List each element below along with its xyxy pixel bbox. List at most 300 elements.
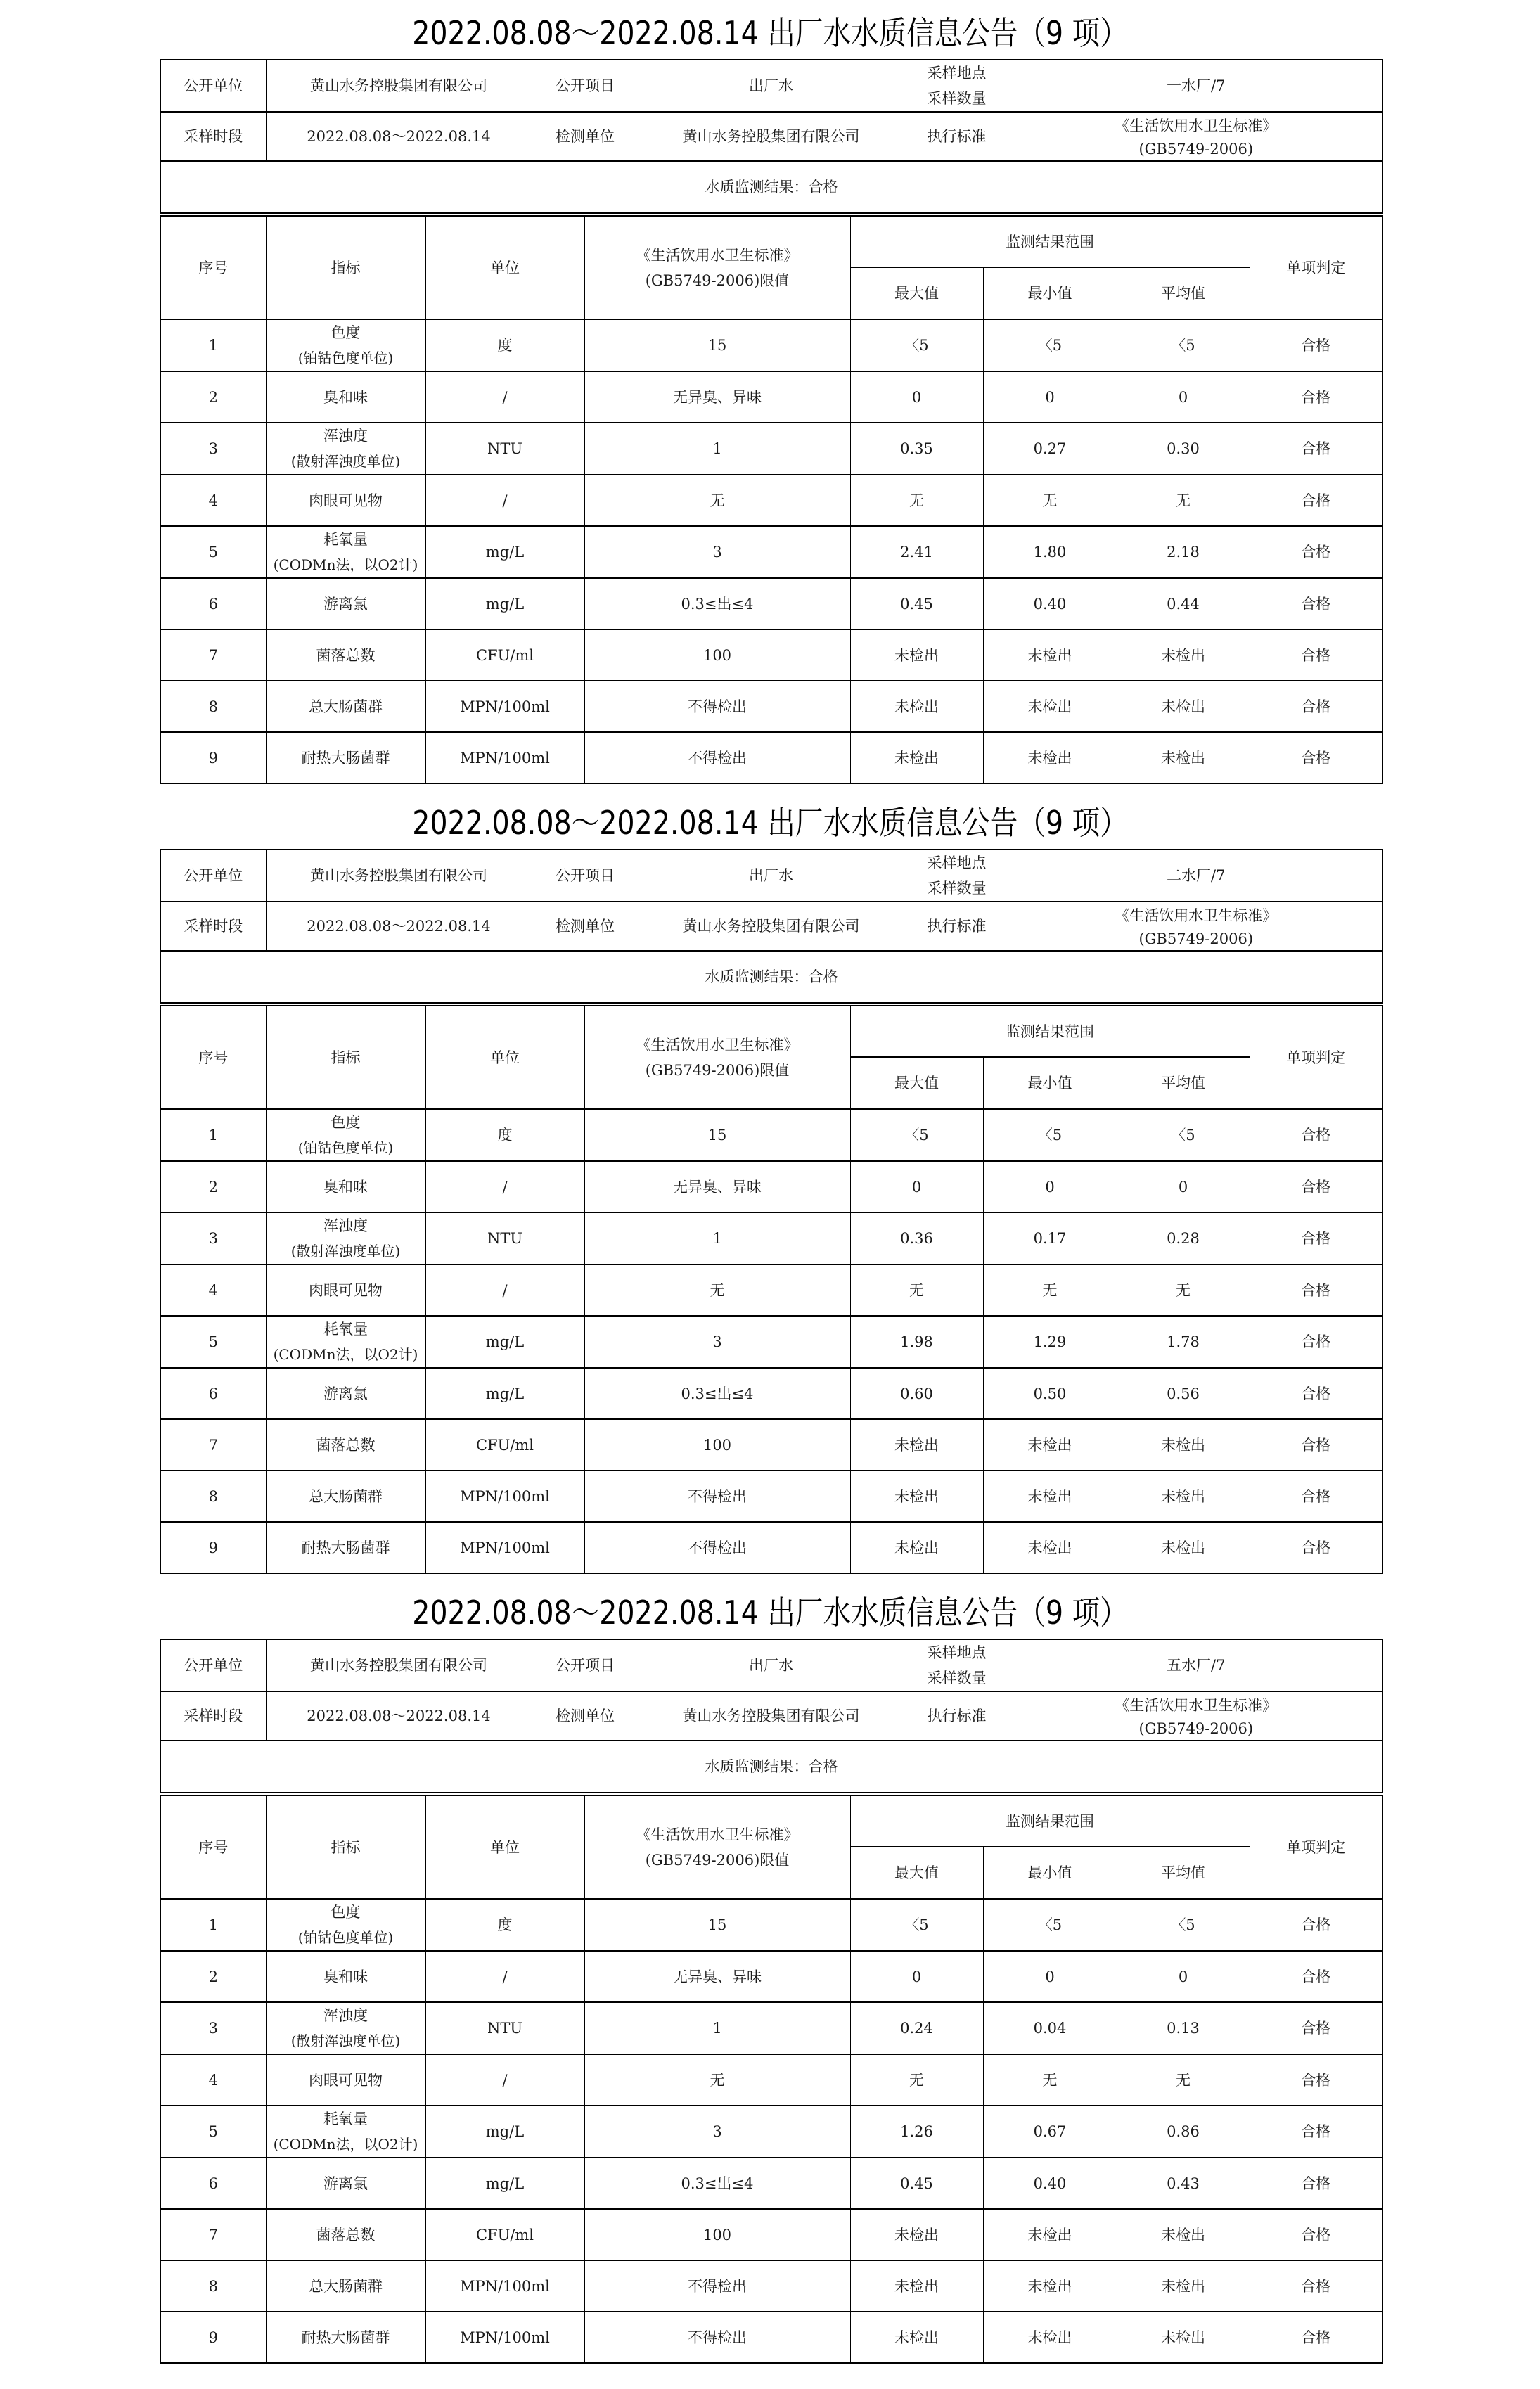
row-min: 未检出 (983, 2260, 1117, 2312)
result-summary: 水质监测结果：合格 (160, 951, 1382, 1003)
info-table (160, 59, 1383, 214)
table-row (160, 1899, 1382, 1951)
row-min: 0.50 (983, 1368, 1117, 1419)
row-unit: CFU/ml (425, 2209, 584, 2260)
row-min: 〈5 (983, 1109, 1117, 1161)
row-avg: 〈5 (1117, 1899, 1250, 1951)
row-indicator (266, 2054, 425, 2106)
row-no: 5 (160, 1316, 266, 1368)
period-value: 2022.08.08～2022.08.14 (266, 112, 532, 161)
row-unit: CFU/ml (425, 629, 584, 681)
header-row (160, 1795, 1382, 1847)
row-no: 6 (160, 1368, 266, 1419)
row-unit: CFU/ml (425, 1419, 584, 1471)
row-verdict: 合格 (1250, 1899, 1382, 1951)
standard-value-line2: (GB5749-2006) (1138, 930, 1254, 947)
table-row (160, 681, 1382, 732)
row-no: 3 (160, 1212, 266, 1264)
row-avg: 未检出 (1117, 2209, 1250, 2260)
row-avg: 〈5 (1117, 1109, 1250, 1161)
row-avg: 0.56 (1117, 1368, 1250, 1419)
header-min: 最小值 (983, 267, 1117, 319)
standard-value-line1: 《生活饮用水卫生标准》 (1115, 117, 1278, 134)
header-limit-line2: (GB5749-2006)限值 (645, 271, 790, 289)
table-row (160, 2106, 1382, 2158)
standard-value (1010, 902, 1382, 951)
row-indicator (266, 2002, 425, 2054)
row-no: 8 (160, 681, 266, 732)
row-avg: 未检出 (1117, 1419, 1250, 1471)
header-limit-line1: 《生活饮用水卫生标准》 (636, 1826, 799, 1843)
table-row (160, 526, 1382, 578)
site-label-line2: 采样数量 (927, 880, 987, 897)
period-label: 采样时段 (160, 112, 266, 161)
site-label (904, 60, 1010, 112)
standard-value-line2: (GB5749-2006) (1138, 141, 1254, 158)
row-limit: 0.3≤出≤4 (584, 578, 850, 629)
item-value: 出厂水 (639, 60, 904, 112)
header-max: 最大值 (850, 267, 983, 319)
indicator-name: 耗氧量 (323, 1321, 368, 1338)
row-unit: MPN/100ml (425, 1471, 584, 1522)
row-limit: 100 (584, 629, 850, 681)
header-limit-line1: 《生活饮用水卫生标准》 (636, 1036, 799, 1053)
indicator-name: 色度 (331, 1114, 361, 1131)
row-verdict: 合格 (1250, 578, 1382, 629)
row-max: 〈5 (850, 319, 983, 371)
row-limit: 不得检出 (584, 1522, 850, 1573)
indicator-name: 臭和味 (323, 388, 368, 406)
site-value: 二水厂/7 (1010, 850, 1382, 902)
table-row (160, 578, 1382, 629)
row-verdict: 合格 (1250, 423, 1382, 475)
row-limit: 无异臭、异味 (584, 371, 850, 423)
row-limit: 0.3≤出≤4 (584, 2158, 850, 2209)
row-max: 未检出 (850, 2260, 983, 2312)
header-unit: 单位 (425, 1795, 584, 1899)
table-row (160, 1212, 1382, 1264)
row-verdict: 合格 (1250, 1522, 1382, 1573)
indicator-name: 耗氧量 (323, 2111, 368, 2127)
row-verdict: 合格 (1250, 1109, 1382, 1161)
row-verdict: 合格 (1250, 681, 1382, 732)
row-indicator (266, 629, 425, 681)
row-avg: 2.18 (1117, 526, 1250, 578)
table-row (160, 629, 1382, 681)
header-avg: 平均值 (1117, 1057, 1250, 1109)
row-indicator (266, 371, 425, 423)
row-avg: 0.86 (1117, 2106, 1250, 2158)
row-indicator (266, 2260, 425, 2312)
row-unit: / (425, 1264, 584, 1316)
header-no: 序号 (160, 216, 266, 319)
row-unit: MPN/100ml (425, 2260, 584, 2312)
standard-value-line1: 《生活饮用水卫生标准》 (1115, 1697, 1278, 1714)
row-max: 2.41 (850, 526, 983, 578)
row-min: 0.67 (983, 2106, 1117, 2158)
row-limit: 无 (584, 475, 850, 526)
row-limit: 无异臭、异味 (584, 1161, 850, 1212)
row-verdict: 合格 (1250, 319, 1382, 371)
row-indicator (266, 1161, 425, 1212)
row-verdict: 合格 (1250, 1368, 1382, 1419)
row-limit: 1 (584, 2002, 850, 2054)
row-min: 未检出 (983, 2312, 1117, 2363)
result-summary-row (160, 1741, 1382, 1793)
standard-value (1010, 112, 1382, 161)
row-no: 6 (160, 2158, 266, 2209)
indicator-note: (铂钴色度单位) (297, 350, 394, 366)
lab-value: 黄山水务控股集团有限公司 (639, 112, 904, 161)
row-verdict: 合格 (1250, 2312, 1382, 2363)
site-label-line1: 采样地点 (927, 854, 987, 871)
row-unit: mg/L (425, 1316, 584, 1368)
lab-label: 检测单位 (532, 902, 639, 951)
row-min: 0.40 (983, 578, 1117, 629)
row-indicator (266, 319, 425, 371)
table-row (160, 1368, 1382, 1419)
info-table (160, 1639, 1383, 1793)
site-value: 五水厂/7 (1010, 1639, 1382, 1691)
row-no: 4 (160, 1264, 266, 1316)
row-indicator (266, 1899, 425, 1951)
row-unit: MPN/100ml (425, 732, 584, 783)
row-indicator (266, 2209, 425, 2260)
row-indicator (266, 1316, 425, 1368)
header-avg: 平均值 (1117, 267, 1250, 319)
indicator-name: 菌落总数 (316, 2226, 376, 2243)
row-unit: MPN/100ml (425, 681, 584, 732)
publisher-value: 黄山水务控股集团有限公司 (266, 850, 532, 902)
row-min: 未检出 (983, 1419, 1117, 1471)
row-limit: 3 (584, 2106, 850, 2158)
row-max: 未检出 (850, 1419, 983, 1471)
row-max: 未检出 (850, 2312, 983, 2363)
info-row-publisher (160, 1639, 1382, 1691)
row-limit: 3 (584, 1316, 850, 1368)
row-unit: NTU (425, 2002, 584, 2054)
standard-value-line2: (GB5749-2006) (1138, 1720, 1254, 1737)
header-limit-line2: (GB5749-2006)限值 (645, 1851, 790, 1869)
row-avg: 1.78 (1117, 1316, 1250, 1368)
header-limit (584, 216, 850, 319)
row-indicator (266, 681, 425, 732)
publisher-value: 黄山水务控股集团有限公司 (266, 60, 532, 112)
indicator-name: 臭和味 (323, 1968, 368, 1985)
row-min: 未检出 (983, 1471, 1117, 1522)
row-verdict: 合格 (1250, 2209, 1382, 2260)
row-max: 〈5 (850, 1109, 983, 1161)
row-limit: 1 (584, 423, 850, 475)
publisher-label: 公开单位 (160, 60, 266, 112)
row-min: 〈5 (983, 319, 1117, 371)
indicator-name: 菌落总数 (316, 646, 376, 664)
row-max: 0.35 (850, 423, 983, 475)
row-limit: 100 (584, 2209, 850, 2260)
row-avg: 0.43 (1117, 2158, 1250, 2209)
table-row (160, 1419, 1382, 1471)
row-min: 无 (983, 1264, 1117, 1316)
row-no: 1 (160, 319, 266, 371)
row-no: 7 (160, 1419, 266, 1471)
header-row (160, 216, 1382, 267)
row-min: 1.80 (983, 526, 1117, 578)
table-row (160, 2260, 1382, 2312)
row-no: 4 (160, 475, 266, 526)
indicator-name: 总大肠菌群 (309, 2277, 383, 2295)
header-verdict: 单项判定 (1250, 1795, 1382, 1899)
header-indicator: 指标 (266, 1795, 425, 1899)
header-limit-line1: 《生活饮用水卫生标准》 (636, 246, 799, 264)
table-row (160, 1471, 1382, 1522)
info-row-period (160, 112, 1382, 161)
row-no: 9 (160, 732, 266, 783)
row-indicator (266, 1419, 425, 1471)
row-indicator (266, 2312, 425, 2363)
row-indicator (266, 1109, 425, 1161)
site-label-line2: 采样数量 (927, 90, 987, 107)
row-verdict: 合格 (1250, 2054, 1382, 2106)
row-avg: 未检出 (1117, 732, 1250, 783)
row-indicator (266, 1522, 425, 1573)
table-row (160, 2209, 1382, 2260)
row-max: 1.98 (850, 1316, 983, 1368)
header-row (160, 1006, 1382, 1057)
row-min: 0 (983, 371, 1117, 423)
row-limit: 15 (584, 319, 850, 371)
site-label (904, 1639, 1010, 1691)
row-max: 未检出 (850, 1522, 983, 1573)
indicator-name: 总大肠菌群 (309, 1487, 383, 1505)
period-value: 2022.08.08～2022.08.14 (266, 1691, 532, 1741)
row-avg: 未检出 (1117, 629, 1250, 681)
indicator-name: 浑浊度 (323, 2007, 368, 2024)
row-max: 未检出 (850, 681, 983, 732)
row-avg: 0 (1117, 371, 1250, 423)
row-indicator (266, 423, 425, 475)
row-min: 1.29 (983, 1316, 1117, 1368)
row-limit: 15 (584, 1109, 850, 1161)
row-no: 4 (160, 2054, 266, 2106)
row-avg: 未检出 (1117, 681, 1250, 732)
row-min: 0.04 (983, 2002, 1117, 2054)
row-min: 未检出 (983, 681, 1117, 732)
row-max: 〈5 (850, 1899, 983, 1951)
lab-value: 黄山水务控股集团有限公司 (639, 902, 904, 951)
row-max: 0 (850, 1161, 983, 1212)
row-no: 6 (160, 578, 266, 629)
row-verdict: 合格 (1250, 1471, 1382, 1522)
table-row (160, 1109, 1382, 1161)
row-min: 无 (983, 475, 1117, 526)
row-verdict: 合格 (1250, 475, 1382, 526)
results-table (160, 215, 1383, 784)
indicator-name: 耐热大肠菌群 (301, 2329, 390, 2346)
row-unit: / (425, 1161, 584, 1212)
row-verdict: 合格 (1250, 1264, 1382, 1316)
indicator-name: 游离氯 (323, 595, 368, 613)
row-verdict: 合格 (1250, 2002, 1382, 2054)
indicator-name: 肉眼可见物 (309, 1281, 383, 1299)
standard-label: 执行标准 (904, 112, 1010, 161)
water-quality-report (0, 790, 1540, 1580)
row-avg: 无 (1117, 1264, 1250, 1316)
item-value: 出厂水 (639, 1639, 904, 1691)
site-label (904, 850, 1010, 902)
row-unit: 度 (425, 1899, 584, 1951)
indicator-name: 臭和味 (323, 1178, 368, 1196)
lab-label: 检测单位 (532, 1691, 639, 1741)
row-max: 无 (850, 475, 983, 526)
indicator-name: 耗氧量 (323, 531, 368, 548)
period-label: 采样时段 (160, 902, 266, 951)
header-limit (584, 1006, 850, 1109)
indicator-note: (铂钴色度单位) (297, 1139, 394, 1156)
row-max: 0.24 (850, 2002, 983, 2054)
row-no: 3 (160, 423, 266, 475)
row-max: 无 (850, 2054, 983, 2106)
indicator-name: 总大肠菌群 (309, 698, 383, 715)
row-min: 无 (983, 2054, 1117, 2106)
table-row (160, 2312, 1382, 2363)
header-verdict: 单项判定 (1250, 216, 1382, 319)
row-verdict: 合格 (1250, 2106, 1382, 2158)
indicator-name: 浑浊度 (323, 1217, 368, 1234)
indicator-name: 色度 (331, 1904, 361, 1921)
row-avg: 0 (1117, 1951, 1250, 2002)
row-unit: mg/L (425, 2106, 584, 2158)
row-no: 8 (160, 1471, 266, 1522)
results-table (160, 1795, 1383, 2364)
table-row (160, 319, 1382, 371)
table-row (160, 475, 1382, 526)
row-min: 0.27 (983, 423, 1117, 475)
row-avg: 无 (1117, 2054, 1250, 2106)
item-value: 出厂水 (639, 850, 904, 902)
row-verdict: 合格 (1250, 732, 1382, 783)
site-value: 一水厂/7 (1010, 60, 1382, 112)
lab-value: 黄山水务控股集团有限公司 (639, 1691, 904, 1741)
indicator-name: 色度 (331, 324, 361, 341)
report-title: 2022.08.08～2022.08.14 出厂水水质信息公告（9 项） (412, 1594, 1128, 1632)
header-no: 序号 (160, 1006, 266, 1109)
row-no: 5 (160, 2106, 266, 2158)
row-avg: 0 (1117, 1161, 1250, 1212)
row-limit: 无 (584, 1264, 850, 1316)
table-row (160, 2002, 1382, 2054)
row-unit: / (425, 2054, 584, 2106)
row-verdict: 合格 (1250, 2158, 1382, 2209)
row-verdict: 合格 (1250, 2260, 1382, 2312)
header-range: 监测结果范围 (850, 216, 1250, 267)
header-max: 最大值 (850, 1847, 983, 1899)
row-max: 0.45 (850, 578, 983, 629)
row-indicator (266, 732, 425, 783)
row-limit: 不得检出 (584, 732, 850, 783)
info-row-period (160, 902, 1382, 951)
row-unit: NTU (425, 1212, 584, 1264)
info-table (160, 849, 1383, 1004)
table-row (160, 2054, 1382, 2106)
header-indicator: 指标 (266, 216, 425, 319)
header-avg: 平均值 (1117, 1847, 1250, 1899)
row-unit: mg/L (425, 526, 584, 578)
header-limit (584, 1795, 850, 1899)
table-row (160, 1316, 1382, 1368)
row-limit: 无 (584, 2054, 850, 2106)
table-row (160, 1522, 1382, 1573)
header-limit-line2: (GB5749-2006)限值 (645, 1061, 790, 1079)
row-limit: 不得检出 (584, 1471, 850, 1522)
site-label-line2: 采样数量 (927, 1670, 987, 1686)
table-row (160, 1951, 1382, 2002)
indicator-name: 肉眼可见物 (309, 2071, 383, 2089)
row-min: 未检出 (983, 732, 1117, 783)
row-unit: mg/L (425, 1368, 584, 1419)
row-limit: 不得检出 (584, 2312, 850, 2363)
row-avg: 〈5 (1117, 319, 1250, 371)
row-limit: 1 (584, 1212, 850, 1264)
indicator-name: 游离氯 (323, 2175, 368, 2192)
table-row (160, 2158, 1382, 2209)
row-verdict: 合格 (1250, 526, 1382, 578)
header-range: 监测结果范围 (850, 1795, 1250, 1847)
row-max: 0.45 (850, 2158, 983, 2209)
indicator-name: 菌落总数 (316, 1436, 376, 1454)
indicator-name: 耐热大肠菌群 (301, 1539, 390, 1556)
lab-label: 检测单位 (532, 112, 639, 161)
row-indicator (266, 1471, 425, 1522)
row-no: 1 (160, 1899, 266, 1951)
row-verdict: 合格 (1250, 371, 1382, 423)
indicator-name: 浑浊度 (323, 428, 368, 444)
indicator-name: 游离氯 (323, 1385, 368, 1402)
standard-value-line1: 《生活饮用水卫生标准》 (1115, 907, 1278, 924)
indicator-note: (CODMn法，以O2计) (273, 2136, 418, 2153)
header-verdict: 单项判定 (1250, 1006, 1382, 1109)
row-max: 0 (850, 1951, 983, 2002)
header-unit: 单位 (425, 1006, 584, 1109)
header-no: 序号 (160, 1795, 266, 1899)
row-limit: 3 (584, 526, 850, 578)
row-verdict: 合格 (1250, 1161, 1382, 1212)
row-unit: NTU (425, 423, 584, 475)
row-verdict: 合格 (1250, 1951, 1382, 2002)
row-max: 1.26 (850, 2106, 983, 2158)
row-no: 3 (160, 2002, 266, 2054)
row-no: 2 (160, 371, 266, 423)
row-min: 0.40 (983, 2158, 1117, 2209)
header-range: 监测结果范围 (850, 1006, 1250, 1057)
row-limit: 100 (584, 1419, 850, 1471)
row-max: 未检出 (850, 732, 983, 783)
result-summary-row (160, 161, 1382, 213)
publisher-label: 公开单位 (160, 1639, 266, 1691)
item-label: 公开项目 (532, 1639, 639, 1691)
row-unit: / (425, 1951, 584, 2002)
row-avg: 未检出 (1117, 2260, 1250, 2312)
row-avg: 未检出 (1117, 1522, 1250, 1573)
indicator-note: (散射浑浊度单位) (290, 1243, 401, 1260)
row-avg: 未检出 (1117, 2312, 1250, 2363)
report-title: 2022.08.08～2022.08.14 出厂水水质信息公告（9 项） (412, 804, 1128, 842)
row-indicator (266, 2106, 425, 2158)
table-row (160, 371, 1382, 423)
row-max: 无 (850, 1264, 983, 1316)
row-min: 未检出 (983, 2209, 1117, 2260)
row-unit: MPN/100ml (425, 1522, 584, 1573)
results-table (160, 1005, 1383, 1574)
